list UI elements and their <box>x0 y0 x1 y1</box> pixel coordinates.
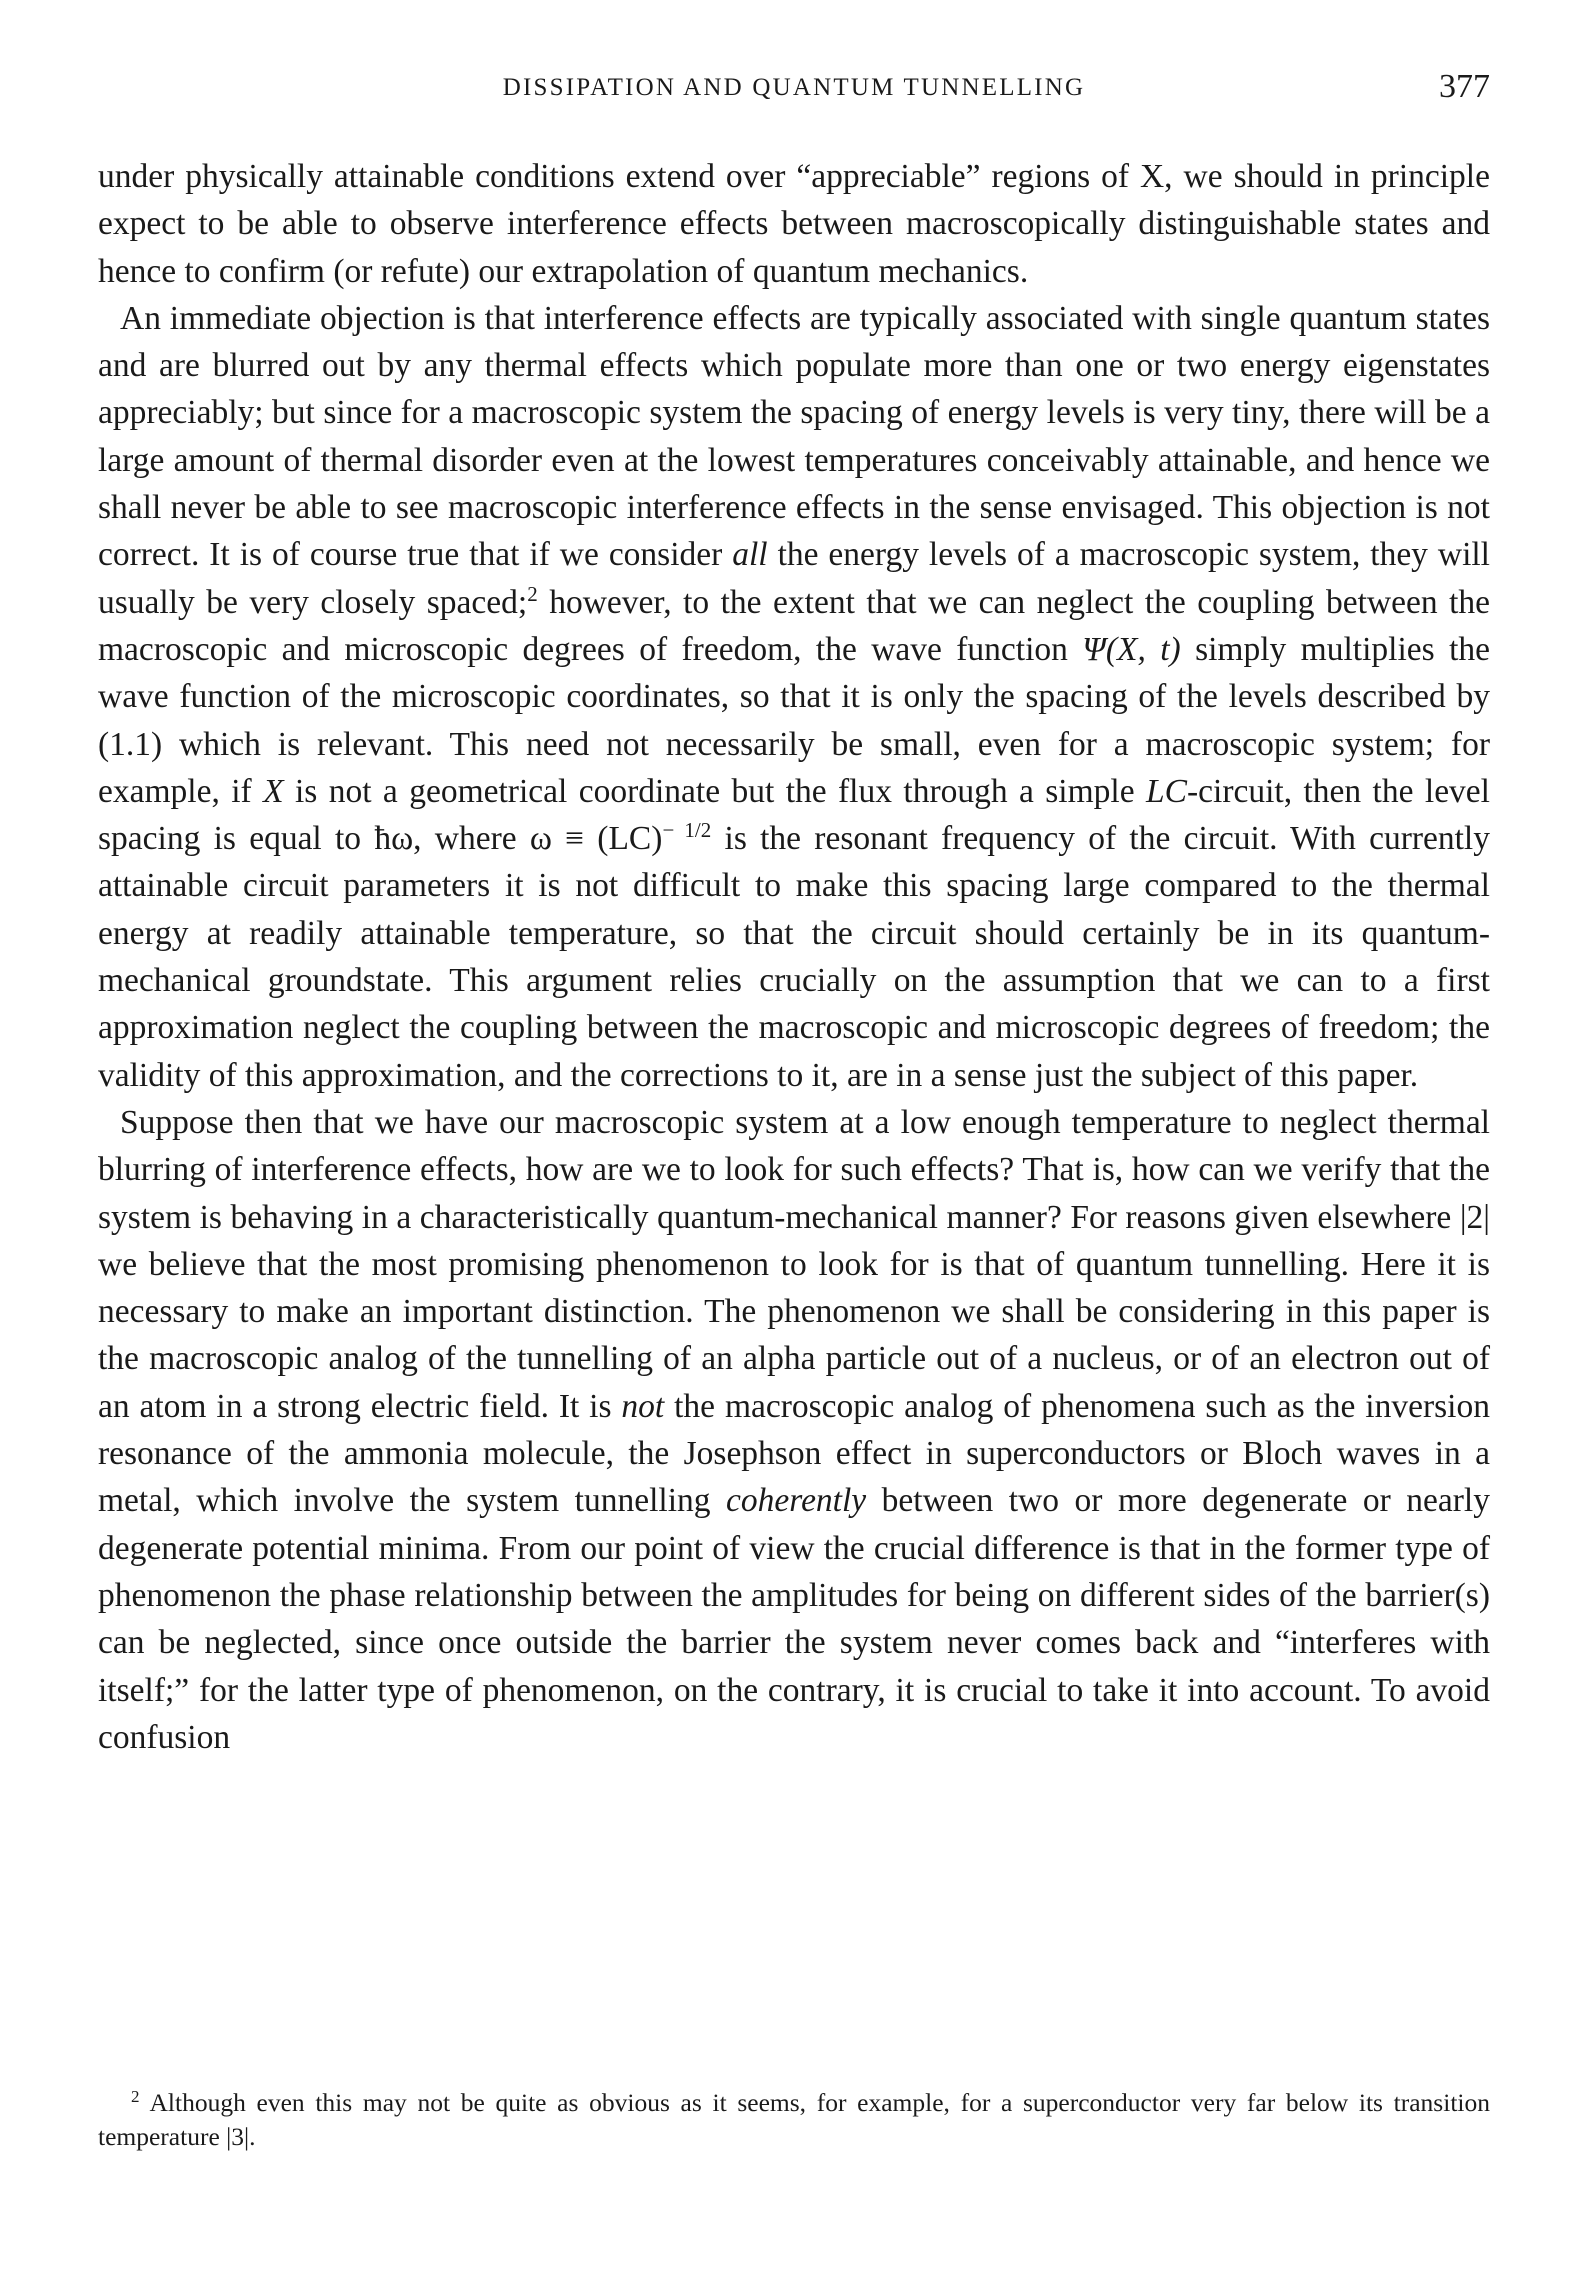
emphasis-all: all <box>732 536 768 574</box>
running-title: DISSIPATION AND QUANTUM TUNNELLING <box>502 74 1086 101</box>
body-text <box>98 153 1490 1761</box>
lc-symbol: LC <box>1146 772 1187 810</box>
paragraph-2-text-g: is the resonant frequency of the circuit. With currently attainable circuit parameters it is not difficult to make this spacing large compared to the thermal energy at readily attainable temperature, so that the circuit should certainly be in its quantum-mechanical groundstate. This argument relies crucially on the assumption that we can to a first approximation neglect the coupling between the macroscopic and microscopic degrees of freedom; the validity of this approximation, and the corrections to it, are in a sense just the subject of this paper. <box>98 820 1490 1094</box>
paragraph-2-text-b: the energy levels of a macroscopic system, they will usually be very closely spaced; <box>98 536 1490 621</box>
exponent: − 1/2 <box>662 818 712 842</box>
footnote <box>98 2086 1490 2154</box>
emphasis-coherently: coherently <box>726 1482 867 1520</box>
paragraph-2-text-a: An immediate objection is that interference effects are typically associated with single quantum states and are blurred out by any thermal effects which populate more than one or two energy eigenstates appreciably; but since for a macroscopic system the spacing of energy levels is very tiny, there will be a large amount of thermal disorder even at the lowest temperatures conceivably attainable, and hence we shall never be able to see macroscopic interference effects in the sense envisaged. This objection is not correct. It is of course true that if we consider <box>98 299 1490 574</box>
paragraph-2-text-f: -circuit, then the level spacing is equal to ħω, where ω ≡ (LC) <box>98 772 1490 858</box>
wave-function-symbol: Ψ(X, t) <box>1082 630 1181 668</box>
paragraph-2-text-c: however, to the extent that we can neglect the coupling between the macroscopic and microscopic degrees of freedom, the wave function <box>98 583 1490 668</box>
paragraph-2 <box>98 295 1490 1099</box>
footnote-mark: 2 <box>131 2086 140 2106</box>
footnote-reference[interactable]: 2 <box>527 581 538 606</box>
paragraph-2-text-d: simply multiplies the wave function of the microscopic coordinates, so that it is only the spacing of the levels described by (1.1) which is relevant. This need not necessarily be small, even for a macroscopic system; for example, if <box>98 630 1490 810</box>
footnote-text: Although even this may not be quite as obvious as it seems, for example, for a superconductor very far below its transition temperature |3|. <box>98 2088 1490 2151</box>
paragraph-3-text-b: the macroscopic analog of phenomena such as the inversion resonance of the ammonia molecule, the Josephson effect in superconductors or Bloch waves in a metal, which involve the system tunnelling <box>98 1387 1490 1520</box>
paragraph-3 <box>98 1099 1490 1761</box>
running-head <box>98 70 1490 110</box>
variable-x: X <box>263 772 284 810</box>
emphasis-not: not <box>621 1387 665 1425</box>
paragraph-3-text-a: Suppose then that we have our macroscopic system at a low enough temperature to neglect thermal blurring of interference effects, how are we to look for such effects? That is, how can we verify that the system is behaving in a characteristically quantum-mechanical manner? For reasons given elsewhere |2| we believe that the most promising phenomenon to look for is that of quantum tunnelling. Here it is necessary to make an important distinction. The phenomenon we shall be considering in this paper is the macroscopic analog of the tunnelling of an alpha particle out of a nucleus, or of an electron out of an atom in a strong electric field. It is <box>98 1103 1490 1425</box>
page-number: 377 <box>1439 68 1490 105</box>
paragraph-1 <box>98 153 1490 295</box>
paragraph-1-text: under physically attainable conditions extend over “appreciable” regions of X, we should in principle expect to be able to observe interference effects between macroscopically distinguishable states and hence to confirm (or refute) our extrapolation of quantum mechanics. <box>98 158 1490 290</box>
paragraph-3-text-c: between two or more degenerate or nearly degenerate potential minima. From our point of view the crucial difference is that in the former type of phenomenon the phase relationship between the amplitudes for being on different sides of the barrier(s) can be neglected, since once outside the barrier the system never comes back and “interferes with itself;” for the latter type of phenomenon, on the contrary, it is crucial to take it into account. To avoid confusion <box>98 1482 1490 1756</box>
paragraph-2-text-e: is not a geometrical coordinate but the flux through a simple <box>283 772 1146 810</box>
